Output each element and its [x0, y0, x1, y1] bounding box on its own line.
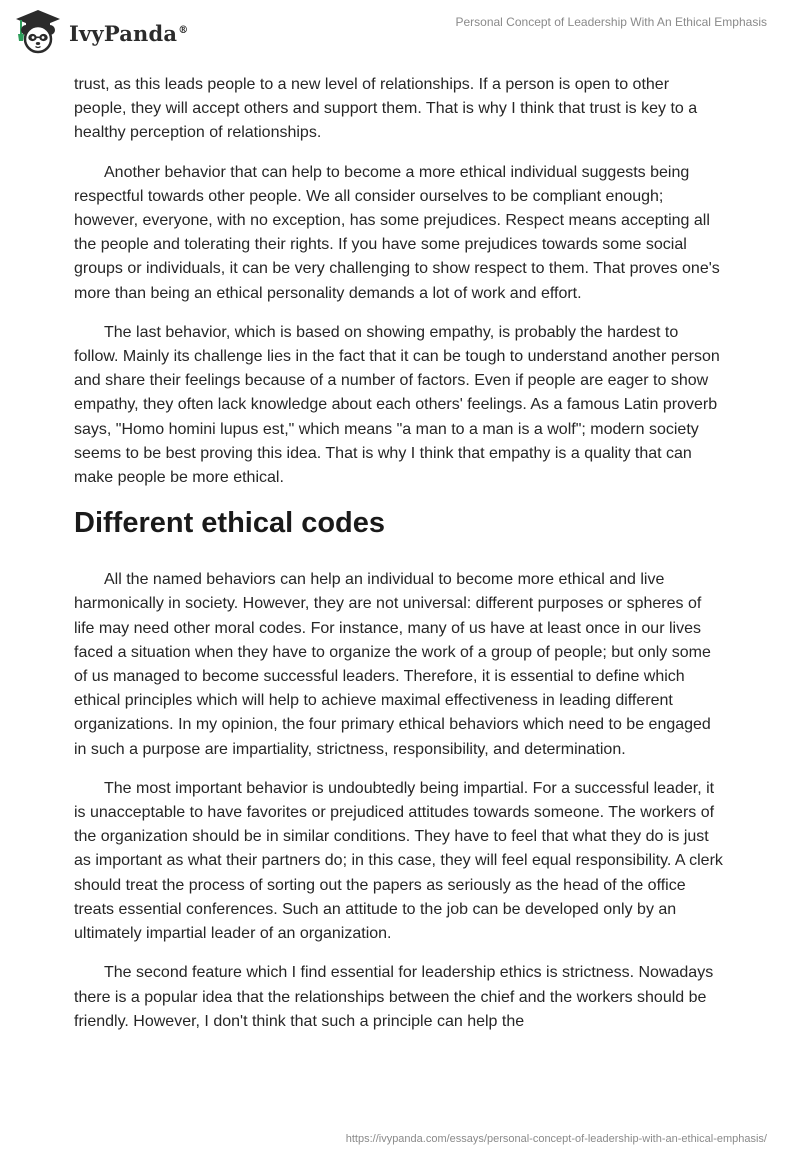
panda-graduate-logo-icon: [13, 7, 63, 57]
section-heading: Different ethical codes: [74, 507, 386, 540]
paragraph-respect: Another behavior that can help to become a more ethical individual suggests being respectful towards other people. We all consider ourselves to be compliant enough; however, everyone, with no exception, has some prejudices. Respect means accepting all the people and tolerating their rights. If you have some prejudices towards some social groups or individuals, it can be very challenging to show respect to them. That proves one's more than being an ethical personality demands a lot of work and effort.: [74, 163, 720, 302]
brand-logo[interactable]: [13, 7, 188, 57]
paragraph-ethical-codes: All the named behaviors can help an individual to become more ethical and live harmonically in society. However, they are not universal: different purposes or spheres of life may need other moral codes. For instance, many of us have at least once in our lives faced a situation when they have to organize the work of a group of people; but only some of us managed to become successful leaders. Therefore, it is essential to define which ethical principles which will help to achieve maximal effectiveness in leading different organizations. In my opinion, the four primary ethical behaviors which need to be engaged in such a purpose are impartiality, strictness, responsibility, and determination.: [74, 571, 711, 758]
page-header: [0, 0, 800, 66]
paragraph-strictness: The second feature which I find essential for leadership ethics is strictness. Nowadays there is a popular idea that the relationships between the chief and the workers should be friendly. However, I don't think that such a principle can help the: [74, 964, 714, 1030]
article-body: [74, 73, 724, 1049]
source-url[interactable]: https://ivypanda.com/essays/personal-concept-of-leadership-with-an-ethical-emphasis/: [345, 1133, 767, 1145]
paragraph-impartiality: The most important behavior is undoubtedly being impartial. For a successful leader, it is unacceptable to have favorites or prejudiced attitudes towards someone. The workers of the organization should be in similar conditions. They have to feel that what they do is just as important as what their partners do; in this case, they will feel equal responsibility. A clerk should treat the process of sorting out the papers as seriously as the head of the office treats essential conferences. Such an attitude to the job can be developed only by an ultimately impartial leader of an organization.: [74, 779, 723, 943]
registered-mark: ®: [178, 24, 189, 36]
document-title: Personal Concept of Leadership With An Ethical Emphasis: [455, 15, 767, 29]
paragraph-empathy: The last behavior, which is based on showing empathy, is probably the hardest to follow. Mainly its challenge lies in the fact that it can be tough to understand another person and share their feelings because of a number of factors. Even if people are eager to show empathy, they often lack knowledge about each others' feelings. As a famous Latin proverb says, "Homo homini lupus est," which means "a man to a man is a wolf"; modern society seems to be best proving this idea. That is why I think that empathy is a quality that can make people be more ethical.: [74, 323, 720, 487]
brand-name: IvyPanda®: [69, 20, 189, 46]
paragraph-trust-continued: trust, as this leads people to a new level of relationships. If a person is open to other people, they will accept others and support them. That is why I think that trust is key to a healthy perception of relationships.: [74, 76, 698, 142]
